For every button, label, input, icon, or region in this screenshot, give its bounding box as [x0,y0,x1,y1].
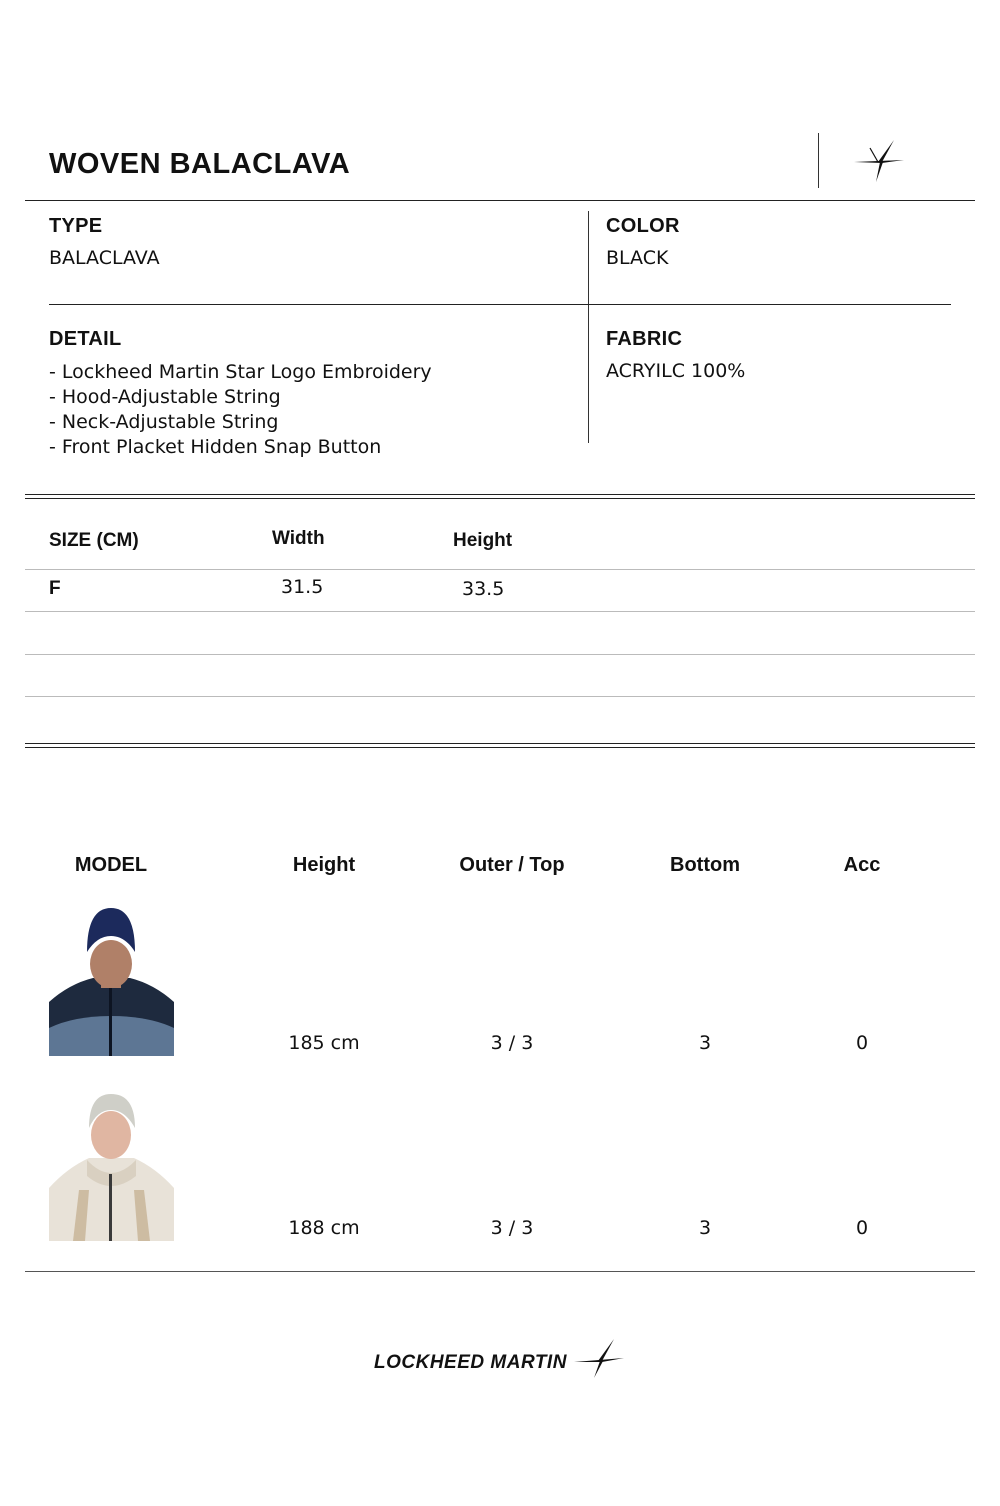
bottom-cell: 3 [698,1217,712,1239]
list-item: - Lockheed Martin Star Logo Embroidery [49,361,432,383]
header-divider [818,133,819,188]
footer-brand-logo [374,1338,626,1382]
fabric-label: FABRIC [606,328,683,350]
acc-cell: 0 [855,1217,869,1239]
size-row-rule [25,654,975,655]
acc-cell: 0 [855,1032,869,1054]
list-item: - Front Placket Hidden Snap Button [49,436,382,458]
height-header: Height [453,530,513,551]
star-logo-icon [574,1338,626,1380]
detail-label: DETAIL [49,328,122,350]
type-label: TYPE [49,215,103,237]
type-value: BALACLAVA [49,247,160,269]
model-header: MODEL [74,854,148,876]
model-photo-cream-puffer [49,1090,174,1241]
bottom-cell: 3 [698,1032,712,1054]
bottom-header: Bottom [670,854,740,876]
header-rule [25,200,975,201]
list-item: - Hood-Adjustable String [49,386,281,408]
specs-middle-rule [49,304,951,305]
star-logo-icon [852,138,906,184]
width-header: Width [272,528,325,549]
outer-top-cell: 3 / 3 [490,1217,534,1239]
model-table-bottom-rule [25,1271,975,1272]
height-cell: 33.5 [462,578,505,600]
list-item: - Neck-Adjustable String [49,411,279,433]
model-height-cell: 185 cm [288,1032,360,1054]
size-table-bottom-rule [25,743,975,744]
acc-header: Acc [843,854,881,876]
size-cell: F [49,578,61,599]
width-cell: 31.5 [281,576,324,598]
size-table-bottom-rule-2 [25,747,975,748]
detail-list [49,360,432,460]
specs-column-divider [588,211,589,443]
fabric-value: ACRYILC 100% [606,360,746,382]
product-title: WOVEN BALACLAVA [49,148,351,180]
model-photo-navy-jacket [49,906,174,1056]
size-table-top-rule [25,494,975,495]
model-height-cell: 188 cm [288,1217,360,1239]
outer-top-header: Outer / Top [459,854,565,876]
outer-top-cell: 3 / 3 [490,1032,534,1054]
size-row-rule [25,569,975,570]
color-value: BLACK [606,247,669,269]
color-label: COLOR [606,215,680,237]
size-header: SIZE (CM) [49,530,139,551]
footer-brand-text: LOCKHEED MARTIN [374,1352,567,1373]
size-row-rule [25,611,975,612]
size-row-rule [25,696,975,697]
size-table-top-rule-2 [25,498,975,499]
model-height-header: Height [292,854,356,876]
